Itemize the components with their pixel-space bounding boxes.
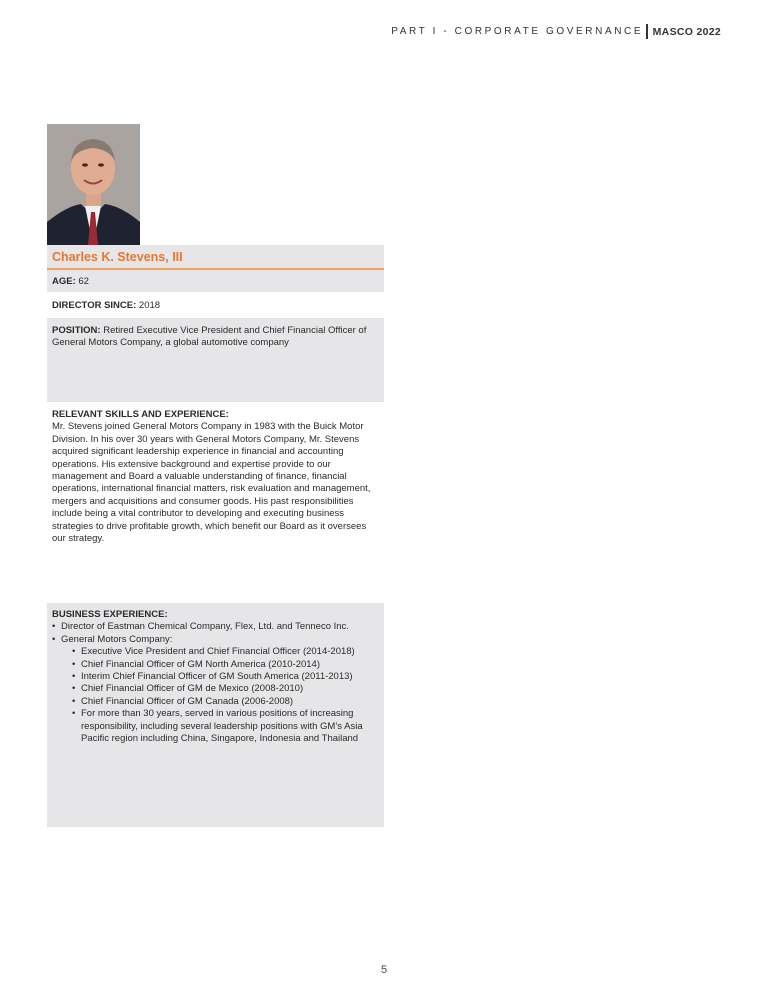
gm-role-item: • Executive Vice President and Chief Financial Officer (2014-2018) [72,646,379,658]
position-block [47,318,384,402]
brand-title: MASCO 2022 [652,25,721,38]
skills-text: Mr. Stevens joined General Motors Company in 1983 with the Buick Motor Division. In his over 30 years with General Motors Company, Mr. Stevens acquired significant leadership experience in financial and accounting operations. His extensive background and expertise provide to our management and Board a valuable understanding of finance, financial operations, international financial matters, risk evaluation and management, mergers and acquisitions and consumer goods. His past responsibilities include being a vital contributor to developing and executing business strategies to drive profitable growth, which benefit our Board as it oversees our strategy. [52,421,371,545]
section-title: PART I - CORPORATE GOVERNANCE [391,26,644,37]
gm-role-item: • Interim Chief Financial Officer of GM South America (2011-2013) [72,671,379,683]
director-name: Charles K. Stevens, III [52,250,183,264]
business-item: • Director of Eastman Chemical Company, Flex, Ltd. and Tenneco Inc. [52,621,379,633]
skills-label: RELEVANT SKILLS AND EXPERIENCE: [52,409,229,420]
business-item-label: General Motors Company: [61,633,173,645]
gm-roles-list [61,646,379,745]
director-photo [47,124,140,245]
skills-block [47,409,384,599]
business-experience-block [47,603,384,827]
business-label: BUSINESS EXPERIENCE: [52,609,168,620]
position-text: Retired Executive Vice President and Chief Financial Officer of General Motors Company, a global automotive company [52,325,367,349]
gm-role-item: • Chief Financial Officer of GM North America (2010-2014) [72,659,379,671]
age-row [47,270,384,292]
director-since-row [47,294,384,316]
business-item [52,634,379,746]
gm-role-item: • For more than 30 years, served in various positions of increasing responsibility, including several leadership positions with GM’s Asia Pacific region including China, Singapore, Indonesia and Thailand [72,708,379,745]
age-value: 62 [78,276,89,287]
header-divider [646,24,648,39]
age-label: AGE: [52,276,76,287]
page-header [391,24,721,39]
gm-role-item: • Chief Financial Officer of GM de Mexico (2008-2010) [72,683,379,695]
page-number: 5 [380,964,388,976]
director-since-value: 2018 [138,300,161,311]
gm-role-item: • Chief Financial Officer of GM Canada (2006-2008) [72,696,379,708]
director-since-label: DIRECTOR SINCE: [52,300,137,311]
position-label: POSITION: [52,325,101,336]
director-name-bar [47,245,384,270]
business-list [52,621,379,745]
